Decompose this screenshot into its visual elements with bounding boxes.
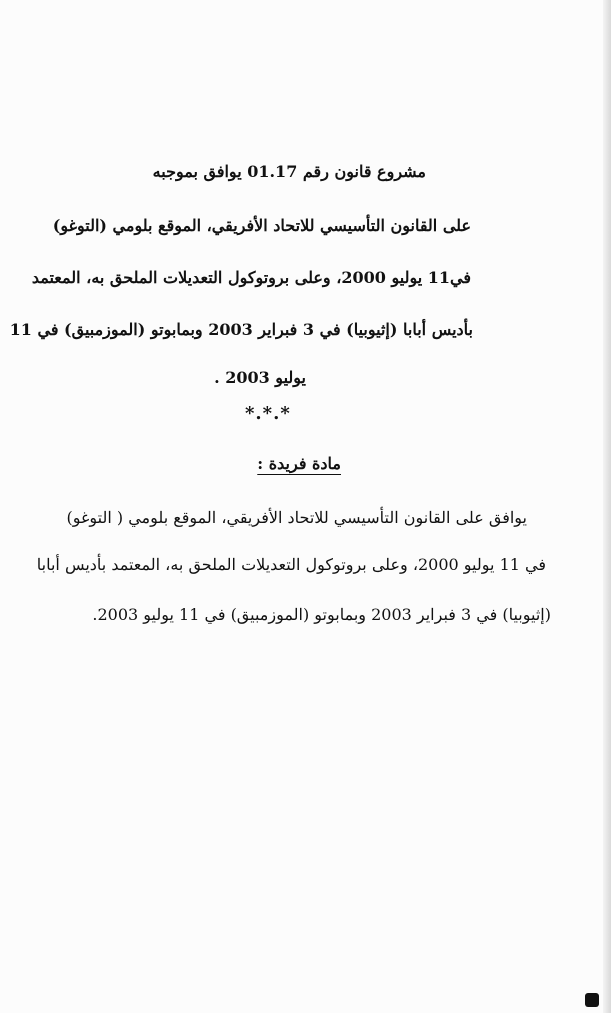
bill-title-line-1: مشروع قانون رقم 01.17 يوافق بموجبه [152, 162, 426, 181]
article-text-line-1: يوافق على القانون التأسيسي للاتحاد الأفريقي، الموقع بلومي ( التوغو) [66, 508, 527, 527]
bill-title-line-5: يوليو 2003 . [214, 368, 306, 387]
article-text-line-3: (إثيوبيا) في 3 فبراير 2003 وبمابوتو (الموزمبيق) في 11 يوليو 2003. [92, 605, 551, 624]
page-edge-shadow [603, 0, 611, 1013]
bill-title-line-3: في11 يوليو 2000، وعلى بروتوكول التعديلات الملحق به، المعتمد [31, 268, 471, 287]
bill-title-line-2: على القانون التأسيسي للاتحاد الأفريقي، الموقع بلومي (التوغو) [52, 216, 471, 235]
article-text-line-2: في 11 يوليو 2000، وعلى بروتوكول التعديلات الملحق به، المعتمد بأديس أبابا [36, 555, 546, 574]
section-separator: *.*.* [245, 403, 291, 424]
article-heading: مادة فريدة : [257, 454, 341, 473]
bill-title-line-4: بأديس أبابا (إثيوبيا) في 3 فبراير 2003 وبمابوتو (الموزمبيق) في 11 [9, 320, 473, 339]
corner-mark [585, 993, 599, 1007]
